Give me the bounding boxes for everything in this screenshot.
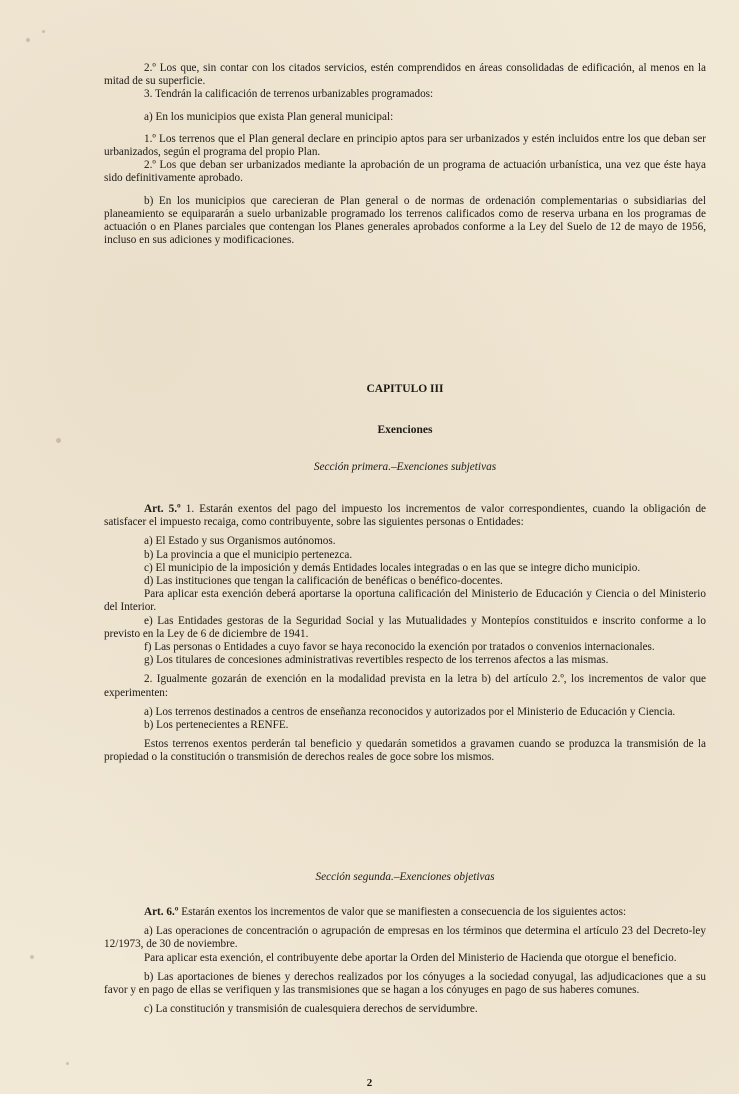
paragraph: 2.º Los que, sin contar con los citados servicios, estén comprendidos en áreas consolidadas de edificación, al menos en la mitad de su superficie.	[104, 62, 706, 88]
paragraph: b) En los municipios que carecieran de Plan general o de normas de ordenación complementarias o subsidiarias del planeamiento se equipararán a suelo urbanizable programado los terrenos calificados como de reserva urbana en los programas de actuación o en Planes parciales que contengan los Planes generales aprobados conforme a la Ley del Suelo de 12 de mayo de 1956, incluso en sus adiciones y modificaciones.	[104, 194, 706, 247]
list-item: d) Las instituciones que tengan la calificación de benéficas o benéfico-docentes.	[144, 575, 503, 588]
section-title-2: Sección segunda.–Exenciones objetivas	[315, 871, 495, 883]
list-item: c) La constitución y transmisión de cualesquiera derechos de servidumbre.	[144, 1003, 478, 1016]
list-item: c) El municipio de la imposición y demás Entidades locales integradas o en las que se integre dicho municipio.	[144, 561, 641, 574]
article-5-intro	[104, 503, 706, 529]
article-text: 1. Estarán exentos del pago del impuesto los incrementos de valor correspondientes, cuando la obligación de satisfacer el impuesto recaiga, como contribuyente, sobre las siguientes personas o Entidades:	[104, 503, 706, 529]
chapter-number: CAPITULO III	[366, 383, 444, 395]
article-5	[104, 503, 706, 765]
list-item: 2. Igualmente gozarán de exención en la modalidad prevista en la letra b) del artículo 2.º, los incrementos de valor que experimenten:	[104, 673, 706, 699]
list-item: b) Las aportaciones de bienes y derechos realizados por los cónyuges a la sociedad conyugal, las adjudicaciones que a su favor y en pago de ellas se verifiquen y las transmisiones que se hagan a los cónyuges en pago de sus haberes comunes.	[104, 970, 706, 997]
list-item: f) Las personas o Entidades a cuyo favor se haya reconocido la exención por tratados o convenios internacionales.	[144, 641, 655, 654]
list-item: b) Los pertenecientes a RENFE.	[144, 719, 289, 732]
list-item: Estos terrenos exentos perderán tal beneficio y quedarán sometidos a gravamen cuando se produzca la transmisión de la propiedad o la constitución o transmisión de derechos reales de goce sobre los mismos.	[104, 738, 706, 764]
article-6	[104, 906, 706, 1016]
list-item: g) Los titulares de concesiones administrativas revertibles respecto de los terrenos afectos a las mismas.	[144, 654, 609, 667]
article-text: Estarán exentos los incrementos de valor que se manifiesten a consecuencia de los siguientes actos:	[178, 906, 627, 918]
list-item: b) La provincia a que el municipio pertenezca.	[144, 548, 353, 561]
paragraph: 2.º Los que deban ser urbanizados mediante la aprobación de un programa de actuación urbanística, una vez que éste haya sido definitivamente aprobado.	[104, 159, 706, 185]
article-label: Art. 5.º	[144, 503, 181, 515]
paragraph: 3. Tendrán la calificación de terrenos urbanizables programados:	[144, 88, 434, 101]
list-item: a) Los terrenos destinados a centros de enseñanza reconocidos y autorizados por el Ministerio de Educación y Ciencia.	[144, 705, 676, 718]
list-item: Para aplicar esta exención deberá aportarse la oportuna calificación del Ministerio de Educación y Ciencia o del Ministerio del Interior.	[104, 588, 706, 614]
paper-speck	[26, 38, 30, 42]
page-number: 2	[366, 1077, 373, 1089]
list-item: e) Las Entidades gestoras de la Seguridad Social y las Mutualidades y Montepíos constituidos e inscrito conforme a lo previsto en la Ley de 6 de diciembre de 1941.	[104, 614, 706, 640]
list-item: a) Las operaciones de concentración o agrupación de empresas en los términos que determina el artículo 23 del Decreto-ley 12/1973, de 30 de noviembre.	[104, 925, 706, 951]
paper-speck	[66, 1062, 69, 1065]
article-6-intro	[104, 906, 706, 919]
paper-speck	[42, 30, 45, 33]
article-label: Art. 6.º	[144, 906, 179, 918]
paper-speck	[56, 438, 61, 443]
paper-speck	[30, 955, 34, 959]
list-item: Para aplicar esta exención, el contribuyente debe aportar la Orden del Ministerio de Hacienda que otorgue el beneficio.	[144, 951, 677, 964]
paragraph: a) En los municipios que exista Plan general municipal:	[144, 110, 394, 123]
section-title-1: Sección primera.–Exenciones subjetivas	[313, 461, 497, 473]
chapter-title: Exenciones	[377, 424, 433, 436]
list-item: a) El Estado y sus Organismos autónomos.	[144, 535, 336, 548]
top-text-block	[104, 62, 706, 247]
paragraph: 1.º Los terrenos que el Plan general declare en principio aptos para ser urbanizados y estén incluidos entre los que deban ser urbanizados, según el programa del propio Plan.	[104, 132, 706, 159]
